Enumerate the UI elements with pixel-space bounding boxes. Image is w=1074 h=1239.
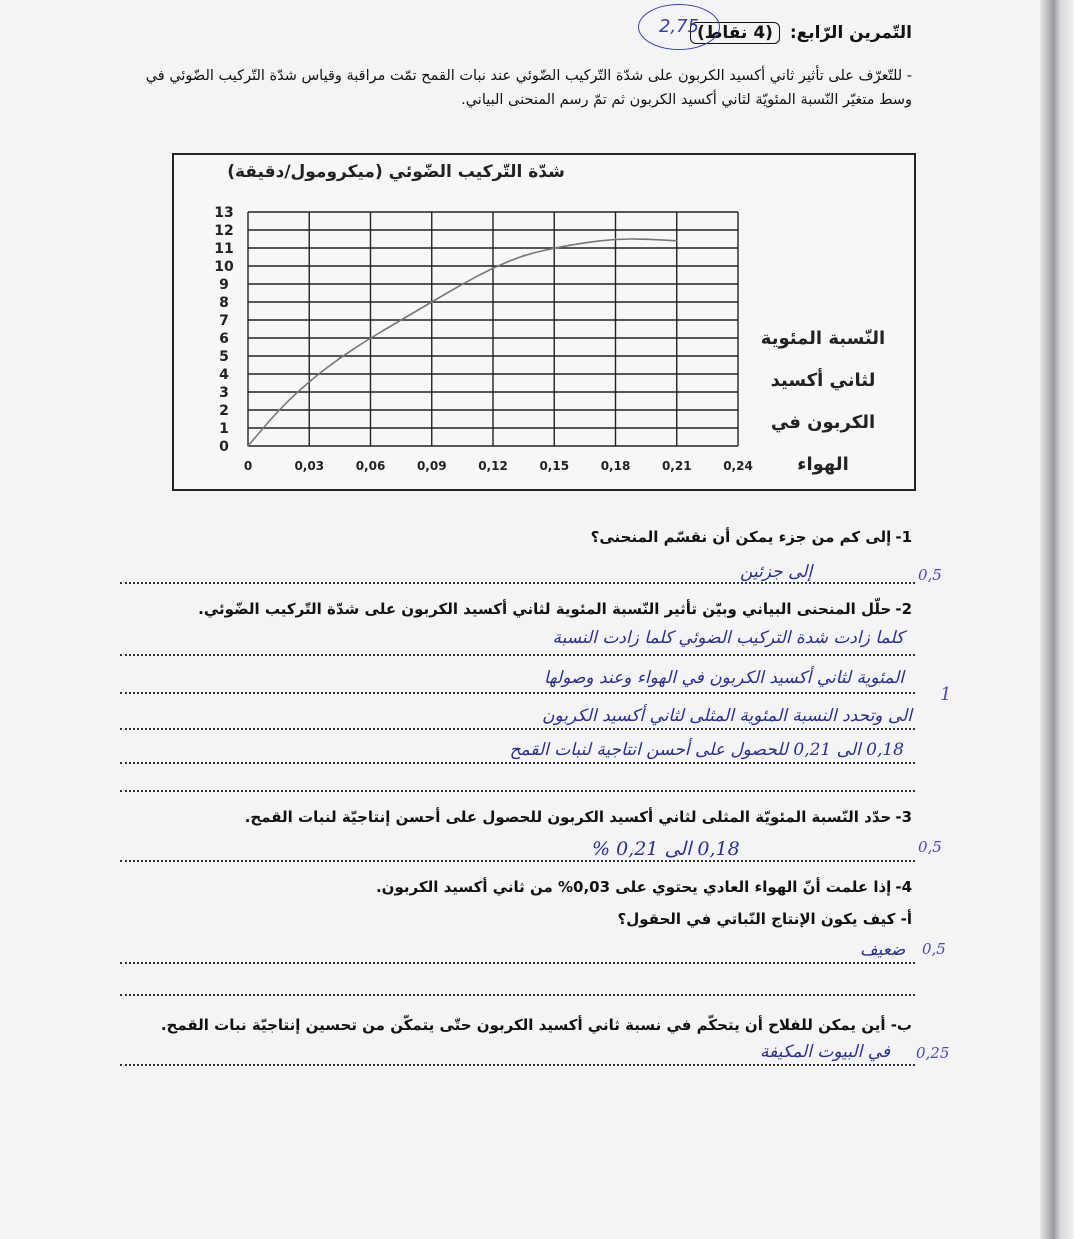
y-tick-label: 0 — [219, 439, 229, 455]
x-axis-label-line: الهواء — [797, 454, 849, 475]
answer-line — [120, 860, 915, 862]
grade-mark: 2,75 — [638, 4, 720, 50]
data-point — [584, 242, 586, 244]
data-point — [676, 240, 678, 242]
question-text: حلّل المنحنى البياني وبيّن تأثير النّسبة المئوية لثاني أكسيد الكربون على شدّة التّركيب الضّوئي. — [198, 600, 892, 618]
y-tick-label: 2 — [219, 403, 229, 419]
x-tick-label: 0,24 — [723, 459, 753, 473]
answer-mark: 0,5 — [918, 566, 942, 584]
question-2 — [198, 600, 912, 618]
answer-line — [120, 994, 915, 996]
data-point — [553, 247, 555, 249]
data-point — [278, 409, 280, 411]
answer-3: 0,18 الى 0,21 % — [592, 838, 740, 860]
data-point — [615, 238, 617, 240]
chart-plot — [0, 0, 1074, 500]
answer-mark: 0,5 — [922, 940, 946, 958]
y-tick-label: 9 — [219, 277, 229, 293]
y-tick-label: 3 — [219, 385, 229, 401]
data-point — [370, 337, 372, 339]
series-line — [248, 239, 677, 446]
answer-2-line: المئوية لثاني أكسيد الكربون في الهواء وعند وصولها — [544, 668, 904, 688]
question-3 — [245, 808, 912, 826]
question-1 — [591, 528, 912, 546]
y-tick-label: 13 — [214, 205, 234, 221]
answer-mark: 0,5 — [918, 838, 942, 856]
answer-line — [120, 582, 915, 584]
x-tick-label: 0,15 — [539, 459, 570, 473]
x-tick-label: 0,03 — [294, 459, 325, 473]
answer-4b: في البيوت المكيفة — [760, 1042, 891, 1062]
answer-line — [120, 762, 915, 764]
answer-2-line: 0,18 الى 0,21 للحصول على أحسن انتاجية لنبات القمح — [509, 740, 904, 760]
data-point — [308, 380, 310, 382]
answer-4a: ضعيف — [860, 940, 906, 960]
question-4b: ب- أين يمكن للفلاح أن يتحكّم في نسبة ثاني أكسيد الكربون حتّى يتمكّن من تحسين إنتاجيّة نبات القمح. — [160, 1016, 912, 1034]
x-tick-label: 0,12 — [478, 459, 508, 473]
question-text: إذا علمت أنّ الهواء العادي يحتوي على 0,03% من ثاني أكسيد الكربون. — [375, 878, 892, 896]
data-point — [462, 283, 464, 285]
y-tick-label: 5 — [219, 349, 229, 365]
y-tick-label: 8 — [219, 295, 229, 311]
data-point — [431, 301, 433, 303]
exercise-points: (4 نقاط) — [690, 22, 780, 44]
answer-2-line: الى وتحدد النسبة المئوية المثلى لثاني أكسيد الكربون — [542, 706, 912, 726]
y-tick-label: 6 — [219, 331, 229, 347]
exercise-title-text: التّمرين الرّابع: — [789, 23, 912, 43]
answer-2-line: كلما زادت شدة التركيب الضوئي كلما زادت النسبة — [552, 628, 904, 648]
x-tick-label: 0,06 — [355, 459, 386, 473]
data-point — [492, 267, 494, 269]
question-number: 3- — [895, 808, 912, 826]
question-number: 1- — [895, 528, 912, 546]
question-number: 2- — [895, 600, 912, 618]
question-text: إلى كم من جزء يمكن أن نقسّم المنحنى؟ — [590, 528, 892, 546]
y-tick-label: 1 — [219, 421, 229, 437]
x-tick-label: 0 — [243, 459, 253, 473]
chart-title: شدّة التّركيب الضّوئي (ميكرومول/دقيقة) — [227, 162, 565, 182]
data-point — [523, 254, 525, 256]
answer-line — [120, 728, 915, 730]
intro-text: - للتّعرّف على تأثير ثاني أكسيد الكربون على شدّة التّركيب الضّوئي عند نبات القمح تمّت مراقبة وقياس شدّة التّركيب الضّوئي في وسط متغيّر النّسبة المئويّة لثاني أكسيد الكربون ثم تمّ رسم المنحنى البياني. — [145, 68, 912, 108]
x-axis-label — [748, 318, 898, 486]
answer-1: إلى جزئين — [740, 562, 813, 582]
question-4a: أ- كيف يكون الإنتاج النّباتي في الحقول؟ — [617, 910, 912, 928]
question-text: حدّد النّسبة المئويّة المثلى لثاني أكسيد الكربون للحصول على أحسن إنتاجيّة لنبات القمح. — [244, 808, 892, 826]
question-4 — [376, 878, 912, 896]
data-point — [400, 319, 402, 321]
question-number: 4- — [895, 878, 912, 896]
answer-line — [120, 790, 915, 792]
y-tick-label: 7 — [219, 313, 229, 329]
answer-line — [120, 962, 915, 964]
page-binding — [1040, 0, 1074, 1239]
y-tick-label: 4 — [219, 367, 229, 383]
x-axis-label-line: النّسبة المئوية — [760, 328, 886, 349]
x-axis-label-line: الكربون في — [770, 412, 876, 433]
x-tick-label: 0,09 — [416, 459, 447, 473]
x-tick-label: 0,18 — [600, 459, 631, 473]
y-tick-label: 12 — [214, 223, 234, 239]
answer-line — [120, 1064, 915, 1066]
y-tick-label: 11 — [214, 241, 234, 257]
answer-mark: 1 — [940, 684, 952, 705]
answer-mark: 0,25 — [916, 1044, 950, 1062]
x-axis-label-line: لثاني أكسيد — [770, 370, 876, 391]
data-point — [645, 238, 647, 240]
data-point — [339, 357, 341, 359]
y-tick-label: 10 — [214, 259, 234, 275]
x-tick-label: 0,21 — [661, 459, 692, 473]
answer-line — [120, 692, 915, 694]
answer-line — [120, 654, 915, 656]
data-point — [247, 445, 249, 447]
